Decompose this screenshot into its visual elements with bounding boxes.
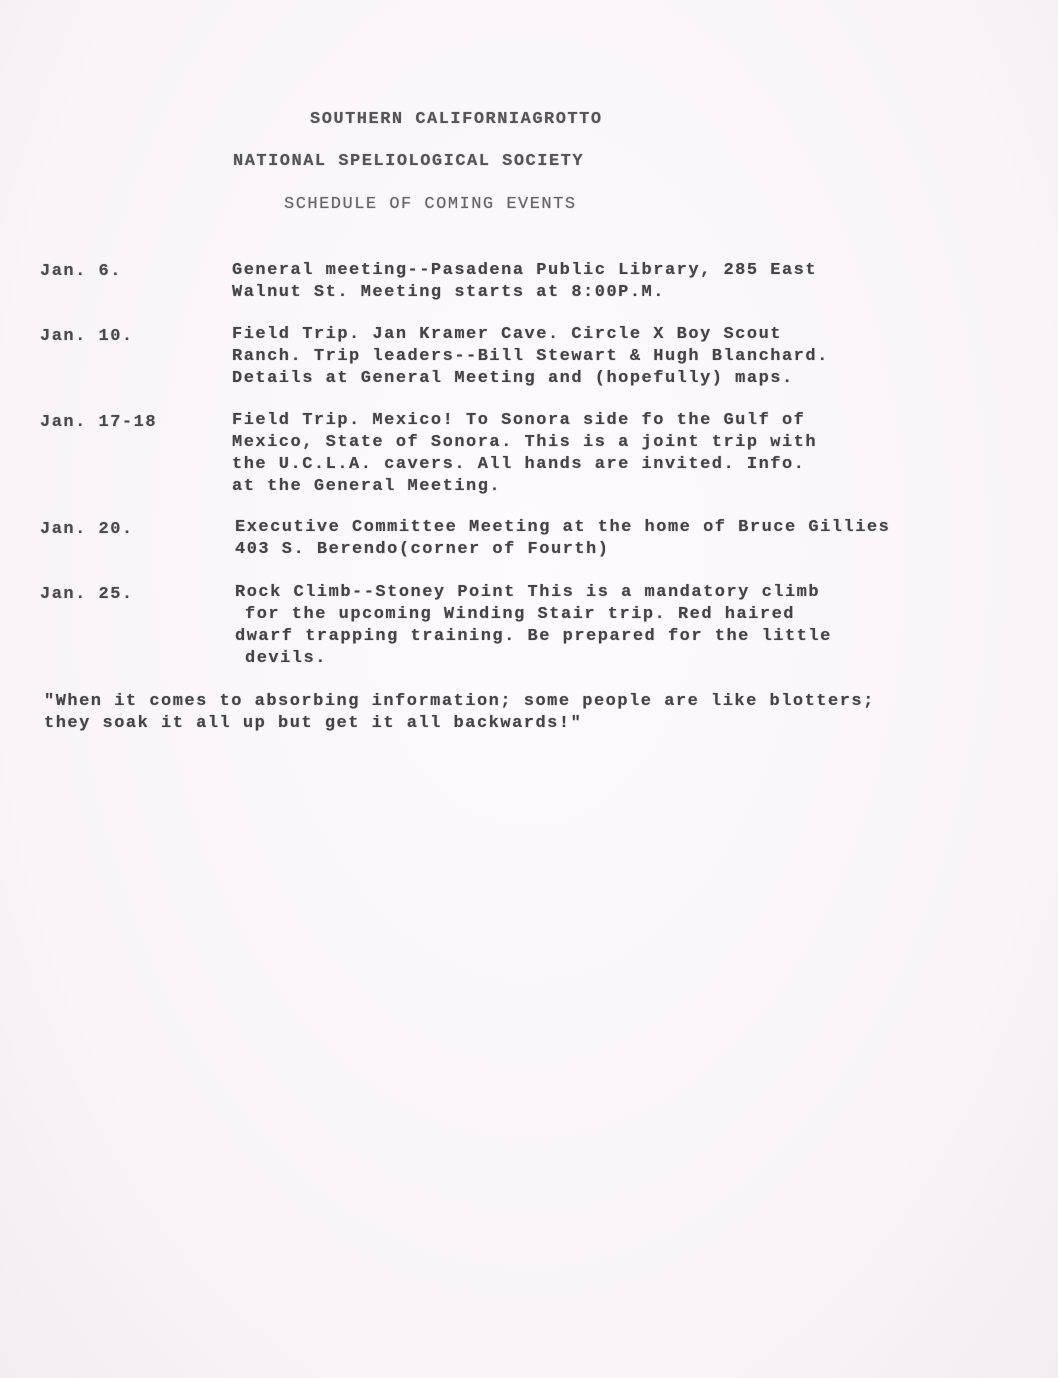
event-date: Jan. 20. [40,520,134,539]
event-description [232,324,932,390]
header-schedule-title: SCHEDULE OF COMING EVENTS [284,195,577,214]
event-line: for the upcoming Winding Stair trip. Red haired [245,605,795,624]
event-line: Field Trip. Jan Kramer Cave. Circle X Boy Scout [232,325,782,344]
closing-quote [44,691,1004,735]
quote-line: they soak it all up but get it all backwards!" [44,714,583,733]
event-line: at the General Meeting. [232,477,502,496]
event-line: Walnut St. Meeting starts at 8:00P.M. [232,283,665,302]
event-line: Executive Committee Meeting at the home of Bruce Gillies [235,518,891,537]
event-line: General meeting--Pasadena Public Library, 285 East [232,261,818,280]
event-line: 403 S. Berendo(corner of Fourth) [235,540,610,559]
event-date: Jan. 17-18 [40,413,158,432]
event-description [235,582,935,670]
event-line: devils. [245,649,327,668]
event-line: the U.C.L.A. cavers. All hands are invited. Info. [232,455,806,474]
event-description [235,517,935,561]
event-date: Jan. 25. [40,585,134,604]
event-line: dwarf trapping training. Be prepared for the little [235,627,832,646]
event-date: Jan. 6. [40,262,122,281]
event-line: Field Trip. Mexico! To Sonora side fo the Gulf of [232,411,806,430]
event-date: Jan. 10. [40,327,134,346]
header-title: SOUTHERN CALIFORNIAGROTTO [310,110,603,129]
event-line: Ranch. Trip leaders--Bill Stewart & Hugh Blanchard. [232,347,829,366]
event-line: Mexico, State of Sonora. This is a joint trip with [232,433,818,452]
event-description [232,260,932,304]
event-description [232,410,932,498]
header-subtitle: NATIONAL SPELIOLOGICAL SOCIETY [233,152,585,171]
event-line: Details at General Meeting and (hopefully) maps. [232,369,794,388]
quote-line: "When it comes to absorbing information; some people are like blotters; [44,692,875,711]
event-line: Rock Climb--Stoney Point This is a mandatory climb [235,583,821,602]
